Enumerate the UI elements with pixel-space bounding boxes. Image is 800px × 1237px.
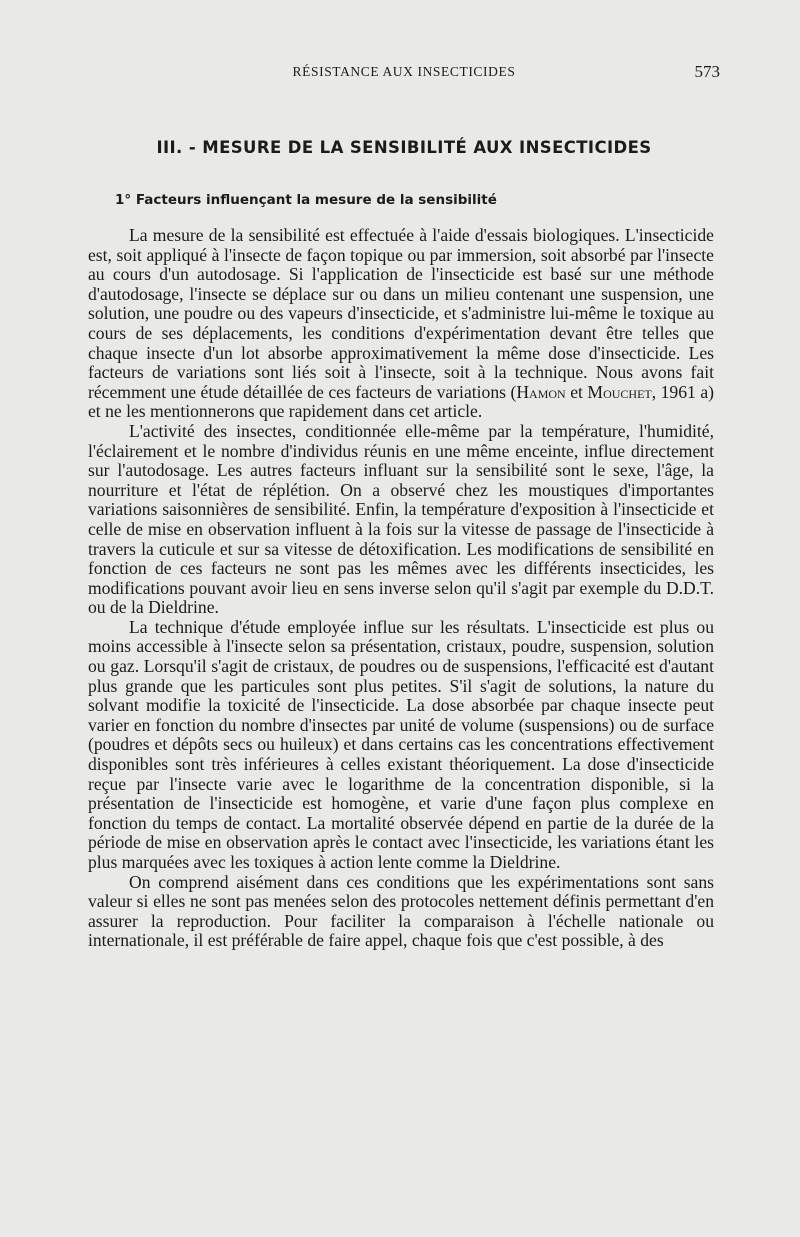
body-text bbox=[88, 226, 714, 951]
subsection-title: 1° Facteurs influençant la mesure de la sensibilité bbox=[115, 192, 497, 208]
page-number: 573 bbox=[694, 62, 720, 81]
citation-author-mouchet: Mouchet bbox=[587, 381, 652, 402]
running-title: RÉSISTANCE AUX INSECTICIDES bbox=[292, 64, 516, 79]
paragraph-1-text-b: , 1961 a) et ne les mentionnerons que rapidement dans cet article. bbox=[88, 381, 714, 422]
section-title: III. - MESURE DE LA SENSIBILITÉ AUX INSECTICIDES bbox=[156, 138, 652, 157]
paragraph-4: On comprend aisément dans ces conditions que les expérimentations sont sans valeur si elles ne sont pas menées selon des protocoles nettement définis permettant d'en assurer la reproduction. Pour faciliter la comparaison à l'échelle nationale ou internationale, il est préférable de faire appel, chaque fois que c'est possible, à des bbox=[88, 871, 714, 951]
running-header bbox=[88, 64, 720, 86]
paragraph-3: La technique d'étude employée influe sur les résultats. L'insecticide est plus ou moins accessible à l'insecte selon sa présentation, cristaux, poudre, suspension, solution ou gaz. Lorsqu'il s'agit de cristaux, de poudres ou de suspensions, l'efficacité est d'autant plus grande que les particules sont plus petites. S'il s'agit de solutions, la nature du solvant modifie la toxicité de l'insecticide. La dose absorbée par chaque insecte peut varier en fonction du nombre d'insectes par unité de volume (suspensions) ou de surface (poudres et dépôts secs ou huileux) et dans certains cas les concentrations effectivement disponibles sont très inférieures à celles existant théoriquement. La dose d'insecticide reçue par l'insecte varie avec le logarithme de la concentration disponible, si la présentation de l'insecticide est homogène, et varie d'une façon plus complexe en fonction du temps de contact. La mortalité observée dépend en partie de la durée de la période de mise en observation après le contact avec l'insecticide, les variations étant les plus marquées avec les toxiques à action lente comme la Dieldrine. bbox=[88, 616, 714, 872]
paragraph-1-text-a: La mesure de la sensibilité est effectuée à l'aide d'essais biologiques. L'insecticide est, soit appliqué à l'insecte de façon topique ou par immersion, soit absorbé par l'insecte au cours d'un autodosage. Si l'application de l'insecticide est basé sur une méthode d'autodosage, l'insecte se déplace sur ou dans un milieu contenant une suspension, une solution, une poudre ou des vapeurs d'insecticide, et s'administre lui-même le toxique au cours de ses déplacements, les conditions d'expérimentation devant être telles que chaque insecte d'un lot absorbe approximativement la même dose d'insecticide. Les facteurs de variations sont liés soit à l'insecte, soit à la technique. Nous avons fait récemment une étude détaillée de ces facteurs de variations ( bbox=[88, 225, 714, 402]
citation-and: et bbox=[565, 381, 588, 402]
paragraph-1 bbox=[88, 226, 714, 422]
citation-author-hamon: Hamon bbox=[516, 381, 566, 402]
paragraph-2: L'activité des insectes, conditionnée elle-même par la température, l'humidité, l'éclairement et le nombre d'individus réunis en une même enceinte, influe directement sur l'autodosage. Les autres facteurs influant sur la sensibilité sont le sexe, l'âge, la nourriture et l'état de réplétion. On a observé chez les moustiques d'importantes variations saisonnières de sensibilité. Enfin, la température d'exposition à l'insecticide et celle de mise en observation influent à la fois sur la vitesse de passage de l'insecticide à travers la cuticule et sur sa vitesse de détoxification. Les modifications de sensibilité en fonction de ces facteurs ne sont pas les mêmes avec les différents insecticides, les modifications pouvant avoir lieu en sens inverse selon qu'il s'agit par exemple du D.D.T. ou de la Dieldrine. bbox=[88, 420, 714, 618]
